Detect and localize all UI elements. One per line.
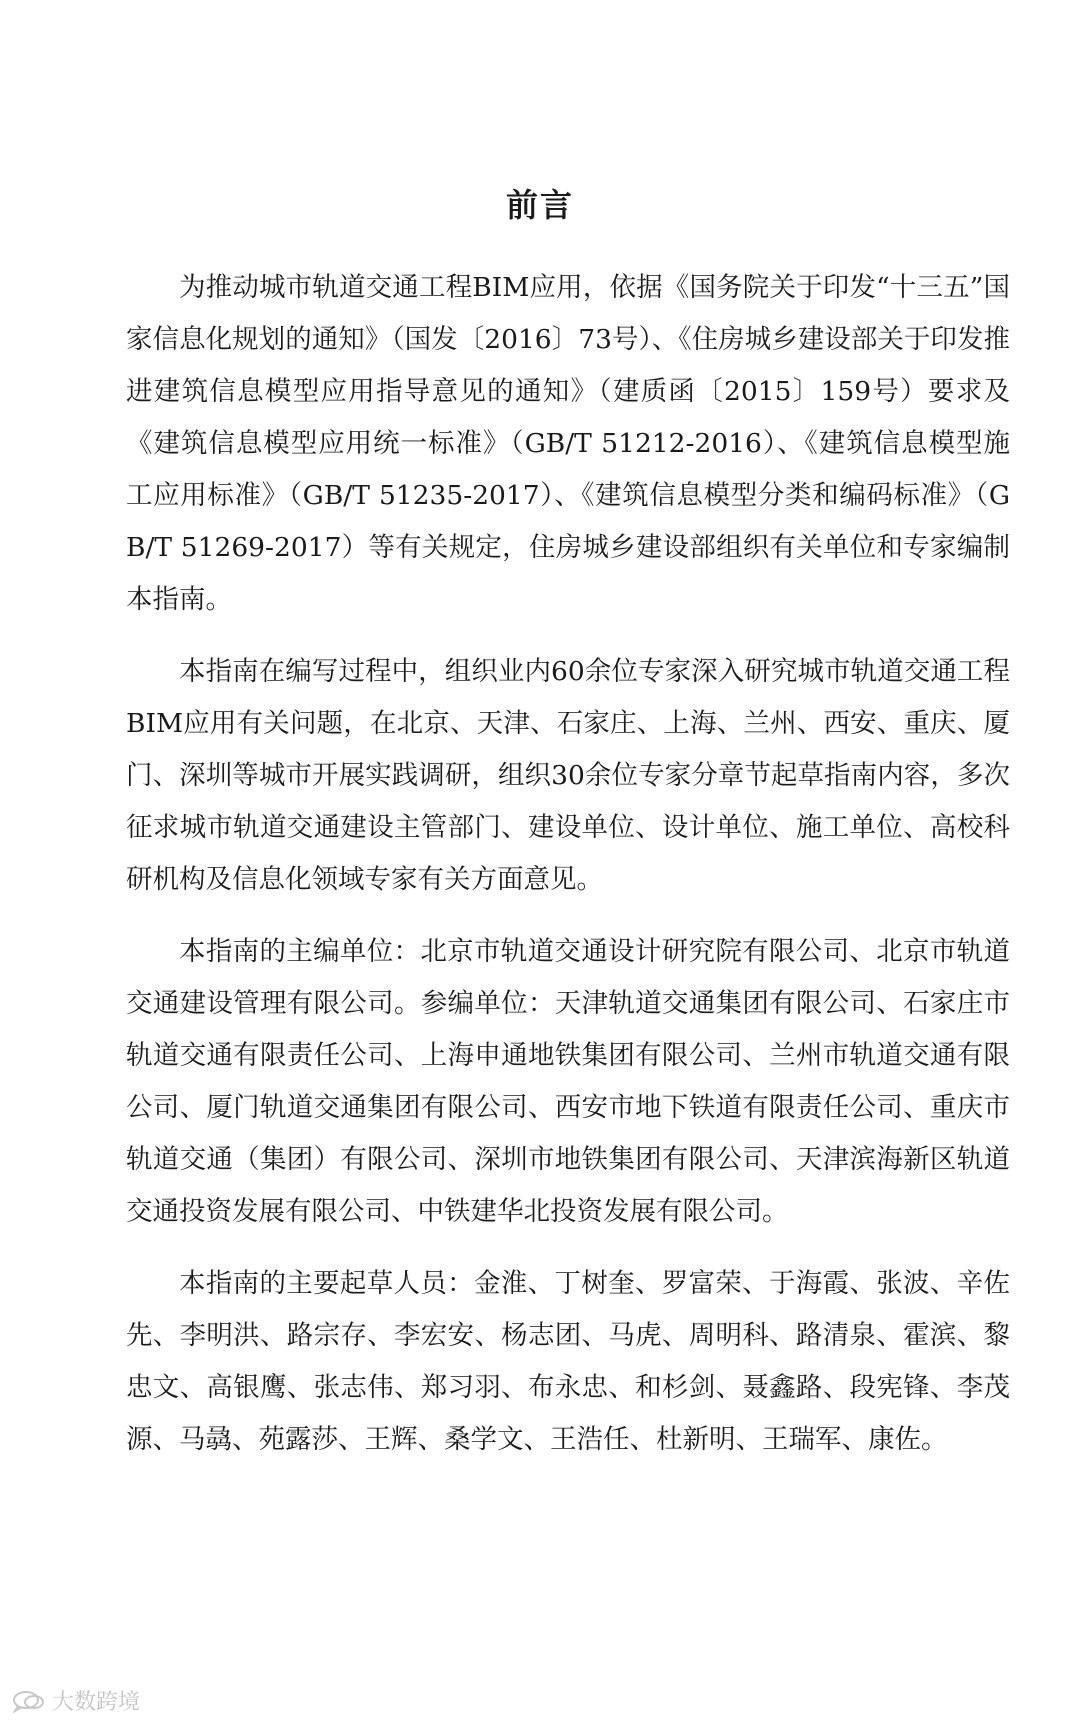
watermark-text: 大数跨境 [52, 1690, 141, 1715]
speech-bubble-logo-icon [12, 1689, 46, 1713]
paragraph-process: 本指南在编写过程中，组织业内60余位专家深入研究城市轨道交通工程BIM应用有关问题，在北京、天津、石家庄、上海、兰州、西安、重庆、厦门、深圳等城市开展实践调研，组织30余位专家分章节起草指南内容，多次征求城市轨道交通建设主管部门、建设单位、设计单位、施工单位、高校科研机构及信息化领域专家有关方面意见。 [126, 656, 1010, 895]
page-title: 前言 [505, 186, 574, 224]
document-body [126, 262, 1010, 1486]
paragraph-drafters: 本指南的主要起草人员：金淮、丁树奎、罗富荣、于海霞、张波、辛佐先、李明洪、路宗存、李宏安、杨志团、马虎、周明科、路清泉、霍滨、黎忠文、高银鹰、张志伟、郑习羽、布永忠、和杉剑、聂鑫路、段宪锋、李茂源、马骉、苑露莎、王辉、桑学文、王浩任、杜新明、王瑞军、康佐。 [126, 1268, 1010, 1455]
watermark [12, 1685, 140, 1716]
paragraph-units: 本指南的主编单位：北京市轨道交通设计研究院有限公司、北京市轨道交通建设管理有限公司。参编单位：天津轨道交通集团有限公司、石家庄市轨道交通有限责任公司、上海申通地铁集团有限公司、兰州市轨道交通有限公司、厦门轨道交通集团有限公司、西安市地下铁道有限责任公司、重庆市轨道交通（集团）有限公司、深圳市地铁集团有限公司、天津滨海新区轨道交通投资发展有限公司、中铁建华北投资发展有限公司。 [126, 936, 1010, 1227]
paragraph-background: 为推动城市轨道交通工程BIM应用，依据《国务院关于印发“十三五”国家信息化规划的通知》（国发〔2016〕73号）、《住房城乡建设部关于印发推进建筑信息模型应用指导意见的通知》（建质函〔2015〕159号）要求及《建筑信息模型应用统一标准》（GB/T 51212-2016）、《建筑信息模型施工应用标准》（GB/T 51235-2017）、《建筑信息模型分类和编码标准》（GB/T 51269-2017）等有关规定，住房城乡建设部组织有关单位和专家编制本指南。 [126, 272, 1010, 615]
